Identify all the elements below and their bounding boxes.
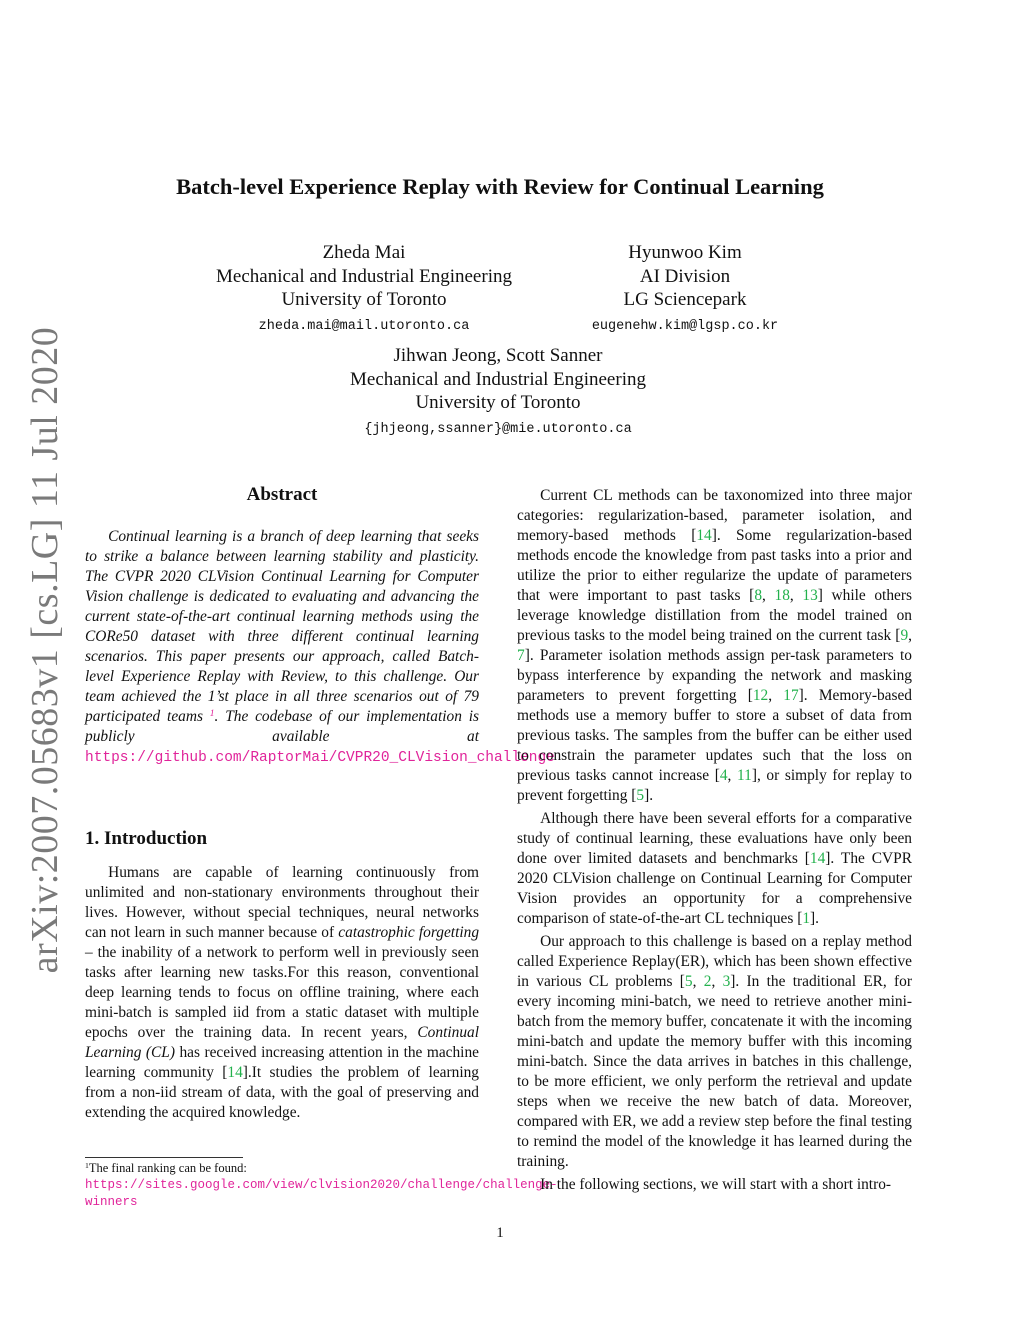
author-name: Hyunwoo Kim: [628, 242, 742, 263]
abstract-heading: Abstract: [246, 484, 318, 505]
footnote-text: The final ranking can be found:: [88, 1161, 247, 1175]
citation-link[interactable]: 7: [517, 647, 525, 664]
text-run: Current CL methods can be taxonomized into three major categories: regularization-based, parameter isolation, and memory-based methods [: [517, 487, 912, 544]
introduction-heading: 1. Introduction: [85, 828, 208, 849]
author-dept: AI Division: [639, 265, 731, 287]
paragraph-comparative-study: [517, 809, 912, 929]
text-run: Humans are capable of learning continuously from unlimited and non-stationary environments throughout their lives. However, without special techniques, neural networks can not learn in such manner because of: [85, 864, 479, 941]
citation-link[interactable]: 3: [722, 973, 731, 990]
paragraph-cl-methods: Current CL methods can be taxonomized into three major categories: regularization-based, parameter isolation, and memory-based methods [14]. Some regularization-based methods encode the knowledge from past tasks into a prior and utilize the prior to either regularize the update of parameters that were important to past tasks [8, 18, 13] while others leverage knowledge distillation from the model trained on previous tasks to the model being trained on the current task [9, 7]. Parameter isolation methods assign per-task parameters to bypass interference by expanding the network and masking parameters to prevent forgetting [12, 17]. Memory-based methods use a memory buffer to store a subset of data from previous tasks. The samples from the buffer can be either used to constrain the parameter updates such that the loss on previous tasks cannot increase [4, 11], or simply for replay to prevent forgetting [5].: [517, 487, 912, 804]
text-run: ].: [644, 787, 654, 804]
author-org: LG Sciencepark: [623, 289, 747, 310]
author-block-mai: [194, 241, 534, 338]
text-run: ].: [810, 910, 820, 927]
author-org: University of Toronto: [415, 392, 581, 413]
citation-link[interactable]: 8: [754, 587, 763, 604]
text-run: ].It studies the problem of learning from a non-iid stream of data, with the goal of preserving and extending the acquired knowledge.: [85, 1064, 480, 1121]
abstract-text-part: Continual learning is a branch of deep learning that seeks to strike a balance between learning stability and plasticity. The CVPR 2020 CLVision Continual Learning for Computer Vision challenge is dedicated to evaluating and advancing the current state-of-the-art continual learning methods using the CORe50 dataset with three different continual learning scenarios. This paper presents our approach, called Batch-level Experience Replay with Review, to this challenge. Our team achieved the 1’st place in all three scenarios out of 79 participated teams: [85, 528, 479, 725]
footnote-rule: [85, 1157, 243, 1158]
ranking-link[interactable]: https://sites.google.com/view/clvision2020/challenge/challenge-winners: [85, 1178, 558, 1209]
citation-link[interactable]: 17: [783, 687, 799, 704]
author-dept: Mechanical and Industrial Engineering: [350, 368, 646, 390]
text-run: Our approach to this challenge is based on a replay method called Experience Replay(ER), which has been shown effective in various CL problems [: [517, 933, 912, 990]
paper-title: Batch-level Experience Replay with Review for Continual Learning: [176, 174, 824, 199]
citation-link[interactable]: 11: [737, 767, 752, 784]
codebase-link[interactable]: https://github.com/RaptorMai/CVPR20_CLVision_challenge: [85, 750, 555, 766]
citation-link[interactable]: 5: [684, 973, 693, 990]
term-catastrophic-forgetting: catastrophic forgetting: [338, 924, 480, 941]
text-run: has received increasing attention in the machine learning community [: [85, 1044, 479, 1081]
author-block-jeong-sanner: [308, 344, 688, 441]
text-run: Although there have been several efforts for a comparative study of continual learning, these evaluations have only been done over limited datasets and benchmarks [: [517, 810, 912, 867]
paragraph-our-approach: Our approach to this challenge is based on a replay method called Experience Replay(ER), which has been shown effective in various CL problems [5, 2, 3]. In the traditional ER, for every incoming mini-batch, we need to retrieve another mini-batch from the memory buffer, concatenate it with the incoming mini-batch and update the memory buffer with this incoming mini-batch. Since the data arrives in batches in this challenge, to be more efficient, we only perform the retrieval and update steps when we receive the new batch of data. Moreover, compared with ER, we add a review step before the final testing to remind the model of the knowledge it has learned during the training.: [517, 933, 913, 1170]
citation-link[interactable]: 12: [752, 687, 769, 704]
author-org: University of Toronto: [281, 289, 447, 310]
citation-link[interactable]: 13: [802, 587, 818, 604]
text-run: ] while others leverage knowledge distillation from the model trained on previous tasks to the model being trained on the current task [: [517, 587, 912, 644]
term-continual-learning: Continual Learning (CL): [85, 1024, 479, 1061]
author-name: Zheda Mai: [322, 242, 406, 263]
page-number: 1: [496, 1225, 504, 1241]
abstract-text-part: . The codebase of our implementation is publicly available at: [85, 708, 479, 745]
author-email[interactable]: zheda.mai@mail.utoronto.ca: [258, 318, 470, 334]
right-column-text: [517, 486, 912, 1198]
text-run: ], or simply for replay to prevent forgetting [: [517, 767, 912, 804]
citation-link[interactable]: 14: [227, 1064, 243, 1081]
text-run: ]. In the traditional ER, for every incoming mini-batch, we need to retrieve another mini-batch from the memory buffer, concatenate it with the incoming mini-batch and update the memory buffer with this incoming mini-batch. Since the data arrives in batches in this challenge, to be more efficient, we only perform the retrieval and update steps when we receive the new batch of data. Moreover, compared with ER, we add a review step before the final testing to remind the model of the knowledge it has learned during the training.: [517, 973, 913, 1170]
author-email[interactable]: {jhjeong,ssanner}@mie.utoronto.ca: [364, 421, 632, 437]
footnote-mark[interactable]: 1: [209, 707, 215, 719]
citation-link[interactable]: 5: [636, 787, 645, 804]
abstract-text: [85, 527, 555, 768]
citation-link[interactable]: 2: [703, 973, 712, 990]
footnote-number: 1: [85, 1160, 89, 1170]
citation-link[interactable]: 14: [809, 850, 826, 867]
citation-link[interactable]: 9: [900, 627, 909, 644]
citation-link[interactable]: 1: [802, 910, 811, 927]
author-email[interactable]: eugenehw.kim@lgsp.co.kr: [591, 318, 779, 334]
text-run: ]. Some regularization-based methods encode the knowledge from past tasks into a prior and utilize the prior to either regularize the update of parameters that were important to past tasks [: [517, 527, 912, 604]
text-run: ]. The CVPR 2020 CLVision challenge on Continual Learning for Computer Vision provides an opportunity for a comprehensive comparison of state-of-the-art CL techniques [: [517, 850, 912, 927]
author-block-kim: [580, 241, 790, 338]
citation-link[interactable]: 4: [719, 767, 728, 784]
introduction-text: [85, 863, 479, 1124]
footnote: [85, 1160, 558, 1210]
text-run: ]. Parameter isolation methods assign per-task parameters to bypass interference by expanding the network and masking parameters to prevent forgetting [: [517, 647, 912, 704]
paragraph-following-sections: In the following sections, we will start with a short intro-: [540, 1176, 892, 1193]
citation-link[interactable]: 14: [696, 527, 712, 544]
author-name: Jihwan Jeong, Scott Sanner: [393, 345, 603, 366]
text-run: ]. Memory-based methods use a memory buffer to store a subset of data from previous tasks. The samples from the buffer can be either used to constrain the parameter updates such that the loss on previous tasks cannot increase [: [517, 687, 912, 784]
author-dept: Mechanical and Industrial Engineering: [216, 265, 512, 287]
arxiv-stamp: arXiv:2007.05683v1 [cs.LG] 11 Jul 2020: [24, 326, 66, 974]
text-run: – the inability of a network to perform well in previously seen tasks after learning new tasks.For this reason, conventional deep learning tends to focus on offline training, where each mini-batch is sampled iid from a static dataset with multiple epochs over the training data. In recent years,: [85, 944, 479, 1041]
citation-link[interactable]: 18: [774, 587, 790, 604]
